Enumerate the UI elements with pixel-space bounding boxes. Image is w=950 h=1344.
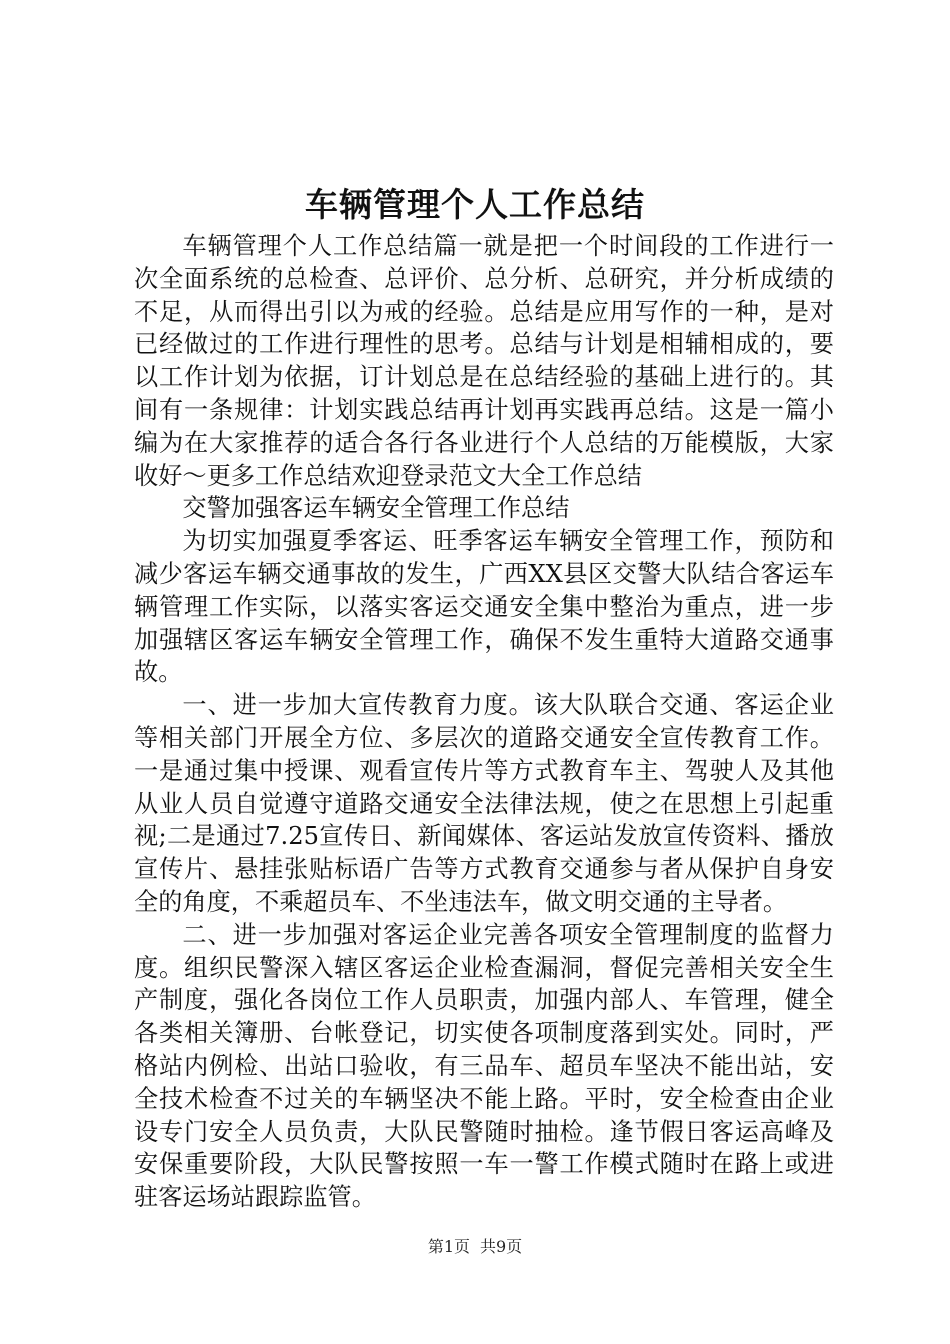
paragraph-section-two: 二、进一步加强对客运企业完善各项安全管理制度的监督力度。组织民警深入辖区客运企业检查漏洞，督促完善相关安全生产制度，强化各岗位工作人员职责，加强内部人、车管理，健全各类相关簿册、台帐登记，切实使各项制度落到实处。同时，严格站内例检、出站口验收，有三品车、超员车坚决不能出站，安全技术检查不过关的车辆坚决不能上路。平时，安全检查由企业设专门安全人员负责，大队民警随时抽检。逢节假日客运高峰及安保重要阶段，大队民警按照一车一警工作模式随时在路上或进驻客运场站跟踪监管。 xyxy=(134,920,834,1212)
page-number: 第1页 xyxy=(427,1237,470,1256)
paragraph-subtitle: 交警加强客运车辆安全管理工作总结 xyxy=(182,494,570,523)
paragraph-overview: 为切实加强夏季客运、旺季客运车辆安全管理工作，预防和减少客运车辆交通事故的发生，广西XX县区交警大队结合客运车辆管理工作实际，以落实客运交通安全集中整治为重点，进一步加强辖区客运车辆安全管理工作，确保不发生重特大道路交通事故。 xyxy=(134,527,834,687)
paragraph-section-one: 一、进一步加大宣传教育力度。该大队联合交通、客运企业等相关部门开展全方位、多层次的道路交通安全宣传教育工作。一是通过集中授课、观看宣传片等方式教育车主、驾驶人及其他从业人员自觉遵守道路交通安全法律法规，使之在思想上引起重视;二是通过7.25宣传日、新闻媒体、客运站发放宣传资料、播放宣传片、悬挂张贴标语广告等方式教育交通参与者从保护自身安全的角度，不乘超员车、不坐违法车，做文明交通的主导者。 xyxy=(134,691,834,916)
page-total: 共9页 xyxy=(480,1237,523,1256)
document-title: 车辆管理个人工作总结 xyxy=(305,185,645,224)
page-footer xyxy=(0,1236,950,1258)
paragraph-intro: 车辆管理个人工作总结篇一就是把一个时间段的工作进行一次全面系统的总检查、总评价、总分析、总研究，并分析成绩的不足，从而得出引以为戒的经验。总结是应用写作的一种，是对已经做过的工作进行理性的思考。总结与计划是相辅相成的，要以工作计划为依据，订计划总是在总结经验的基础上进行的。其间有一条规律：计划实践总结再计划再实践再总结。这是一篇小编为在大家推荐的适合各行各业进行个人总结的万能模版，大家收好～更多工作总结欢迎登录范文大全工作总结 xyxy=(134,232,834,490)
document-body xyxy=(134,230,834,1214)
